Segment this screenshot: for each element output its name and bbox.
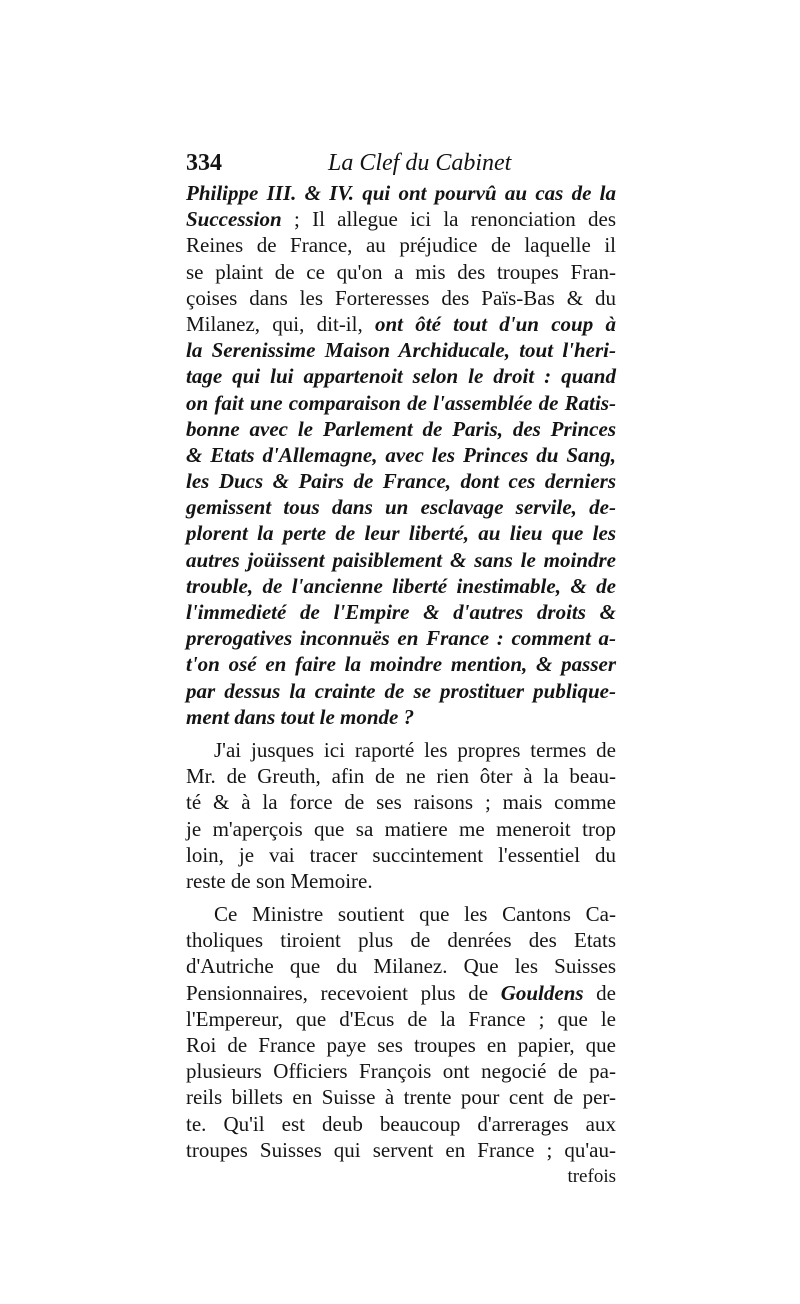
text-line: prerogatives inconnuës en France : comment a- [186, 626, 616, 651]
text-line: Ce Ministre soutient que les Cantons Ca- [214, 902, 616, 927]
text-line: je m'aperçois que sa matiere me meneroit trop [186, 816, 616, 841]
text-line: Reines de France, au préjudice de laquelle il [186, 233, 616, 258]
text-line: la Serenissime Maison Archiducale, tout l'heri- [186, 338, 616, 363]
text-line: plorent la perte de leur liberté, au lieu que les [186, 521, 616, 546]
text-line: l'immedieté de l'Empire & d'autres droits & [186, 600, 616, 624]
paragraph-author-note [186, 737, 616, 894]
text-line: ment dans tout le monde ? [186, 704, 415, 729]
text-line: autres joüissent paisiblement & sans le moindre [186, 547, 616, 572]
text-line: d'Autriche que du Milanez. Que les Suisses [186, 954, 616, 979]
catchword: trefois [567, 1165, 616, 1187]
text-line: té & à la force de ses raisons ; mais comme [186, 790, 616, 815]
text-line: se plaint de ce qu'on a mis des troupes Fran- [186, 259, 616, 284]
text-line: plusieurs Officiers François ont negocié de pa- [186, 1059, 616, 1084]
text-line: Roi de France paye ses troupes en papier, que [186, 1033, 616, 1057]
text-line: çoises dans les Forteresses des Païs-Bas & du [186, 285, 616, 310]
text-line: par dessus la crainte de se prostituer publique- [186, 678, 616, 703]
paragraph-quotation [186, 180, 616, 730]
text-line: tage qui lui appartenoit selon le droit : quand [186, 364, 616, 389]
text-line: l'Empereur, que d'Ecus de la France ; que le [186, 1006, 616, 1031]
text-line: les Ducs & Pairs de France, dont ces derniers [186, 469, 616, 494]
text-line: reste de son Memoire. [186, 868, 373, 893]
paragraph-minister-claims [186, 901, 616, 1163]
book-page [186, 150, 616, 1187]
text-line: troupes Suisses qui servent en France ; qu'au- [186, 1137, 616, 1162]
text-line: Milanez, qui, dit-il, ont ôté tout d'un coup à [186, 311, 616, 336]
text-line: te. Qu'il est deub beaucoup d'arrerages aux [186, 1111, 616, 1136]
text-line: tholiques tiroient plus de denrées des Etats [186, 928, 616, 953]
text-line: gemissent tous dans un esclavage servile, de- [186, 495, 616, 520]
text-line: Pensionnaires, recevoient plus de Gouldens de [186, 980, 616, 1005]
text-line: on fait une comparaison de l'assemblée de Ratis- [186, 390, 616, 415]
text-line: loin, je vai tracer succintement l'essentiel du [186, 842, 616, 867]
page-header [186, 150, 616, 180]
text-line: trouble, de l'ancienne liberté inestimable, & de [186, 573, 616, 598]
text-line: Mr. de Greuth, afin de ne rien ôter à la beau- [186, 764, 616, 789]
text-line: reils billets en Suisse à trente pour cent de per- [186, 1085, 616, 1110]
text-line: bonne avec le Parlement de Paris, des Princes [186, 416, 616, 441]
page-number: 334 [186, 150, 222, 176]
text-line: J'ai jusques ici raporté les propres termes de [214, 737, 616, 762]
text-line: t'on osé en faire la moindre mention, & passer [186, 652, 616, 677]
text-line: Philippe III. & IV. qui ont pourvû au cas de la [186, 181, 616, 205]
running-title: La Clef du Cabinet [328, 150, 512, 176]
text-line: Succession ; Il allegue ici la renonciation des [186, 207, 616, 232]
text-line: & Etats d'Allemagne, avec les Princes du Sang, [186, 442, 616, 467]
